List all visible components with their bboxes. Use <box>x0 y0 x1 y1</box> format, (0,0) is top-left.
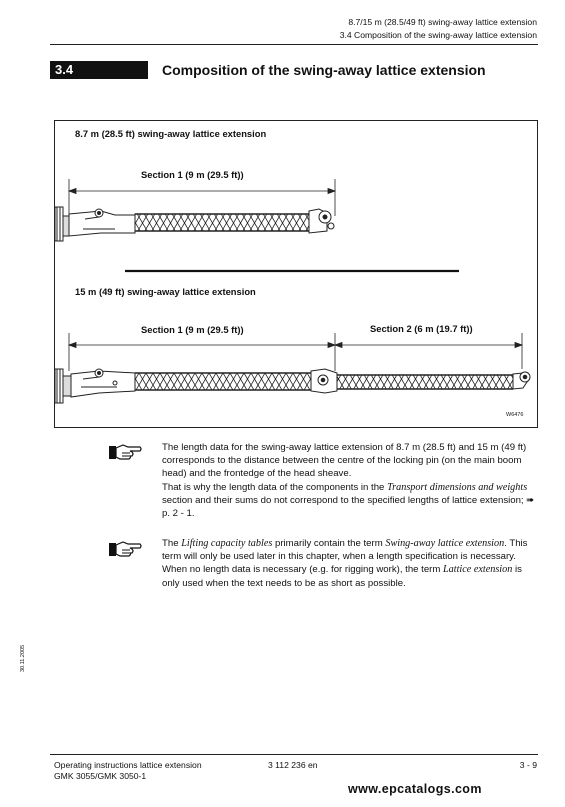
dimension-line-long <box>69 333 522 371</box>
note-terminology <box>162 537 537 590</box>
pointing-hand-icon <box>108 442 142 467</box>
note1-s2b: section and their sums do not correspond to the specified lengths of lattice extension; <box>162 494 527 506</box>
dimension-label-section2: Section 2 (6 m (19.7 ft)) <box>370 323 473 334</box>
footer-document-number: 3 112 236 en <box>268 760 318 770</box>
running-header-title: 8.7/15 m (28.5/49 ft) swing-away lattice extension <box>348 17 537 27</box>
note2-b2: is only used when the text needs to be as short as possible. <box>162 564 522 589</box>
note-length-data-text-1: The length data for the swing-away lattice extension of 8.7 m (28.5 ft) and 15 m (49 ft) corresponds to the distance between the centre of the locking pin (on the main boom head) and the frontedge of the head sheave. <box>162 442 527 480</box>
note2-emphasis-2: Swing-away lattice extension <box>385 538 505 549</box>
footer-rule <box>50 754 538 755</box>
section-title: Composition of the swing-away lattice extension <box>162 62 486 78</box>
page-reference-link[interactable]: p. 2 - 1. <box>162 508 195 520</box>
lattice-extension-long <box>55 369 530 403</box>
header-rule <box>50 44 538 45</box>
note-length-data <box>162 441 537 520</box>
note-terminology-text-1 <box>162 537 537 563</box>
section-number: 3.4 <box>50 61 148 79</box>
watermark: www.epcatalogs.com <box>348 782 482 796</box>
dimension-line-short <box>69 179 335 216</box>
figure-code: W6476 <box>506 412 524 418</box>
figure-frame <box>54 120 538 428</box>
note1-s2a: That is why the length data of the components in the <box>162 481 388 493</box>
running-header-section: 3.4 Composition of the swing-away lattice extension <box>339 30 537 40</box>
note-length-data-text-2 <box>162 481 537 521</box>
note2-b1: When no length data is necessary (e.g. for rigging work), the term <box>162 564 444 576</box>
footer-manual-title: Operating instructions lattice extension <box>54 760 202 770</box>
side-date: 30.11.2005 <box>20 644 26 672</box>
footer-page-number: 3 - 9 <box>519 760 537 770</box>
note1-emphasis: Transport dimensions and weights <box>387 481 528 493</box>
lattice-extension-short <box>55 207 334 241</box>
lattice-extension-drawing <box>55 121 539 429</box>
footer-models: GMK 3055/GMK 3050-1 <box>54 771 147 781</box>
note2-a3: . This term will only be used later in this chapter, when a length specification is necessary. <box>162 538 528 563</box>
dimension-label-section1-short: Section 1 (9 m (29.5 ft)) <box>141 169 244 180</box>
note2-emphasis-1: Lifting capacity tables <box>181 538 273 549</box>
figure-label-long: 15 m (49 ft) swing-away lattice extension <box>75 286 256 297</box>
pointing-hand-icon <box>108 539 142 564</box>
note2-a1: The <box>162 538 182 549</box>
note-terminology-text-2 <box>162 563 537 589</box>
arrow-icon: ➠ <box>526 494 535 506</box>
figure-label-short: 8.7 m (28.5 ft) swing-away lattice extension <box>75 128 267 139</box>
note2-emphasis-3: Lattice extension <box>443 564 513 576</box>
note2-a2: primarily contain the term <box>272 538 386 549</box>
dimension-label-section1-long: Section 1 (9 m (29.5 ft)) <box>141 324 244 335</box>
